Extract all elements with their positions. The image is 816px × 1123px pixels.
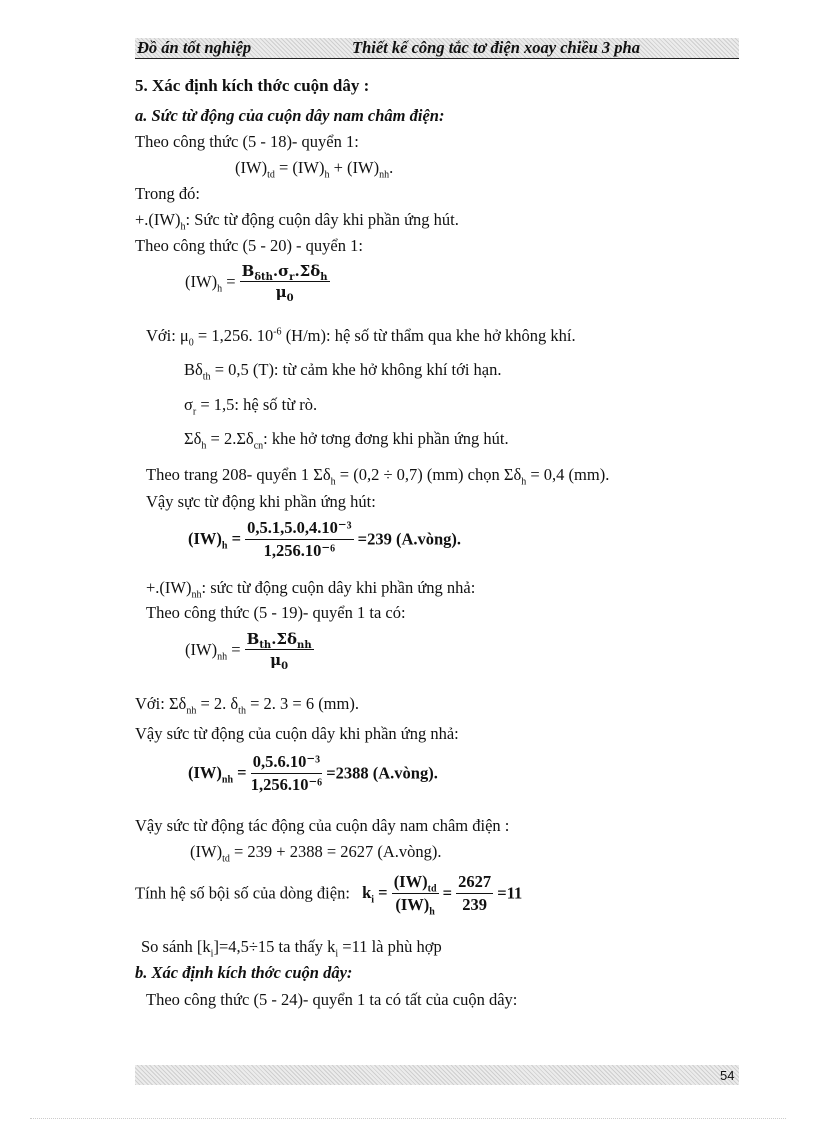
text-line: Trong đó: bbox=[135, 184, 200, 203]
text-line: Theo công thức (5 - 20) - quyển 1: bbox=[135, 236, 363, 255]
text-line: $+.(IW)_h$: Sức từ động cuộn dây khi phần ứng hút. bbox=[135, 210, 459, 233]
formula-iwh: $(IW)_h$ = $\frac{B_{\delta th}.\sigma_r.\Sigma\delta_h}{\mu_0}$ bbox=[185, 262, 328, 304]
formula-iwh-value: $(IW)_h$ = $\frac{\text{0,5.1,5.0,4.10⁻³}}{\text{1,256.10⁻⁶}}$ =239 (A.vòng). bbox=[188, 518, 462, 560]
subsection-a: a. Sức từ động của cuộn dây nam châm điện: bbox=[135, 106, 445, 125]
text-line: Với: $\Sigma\delta_{nh} = 2$. $\delta_{th} = 2$. 3 = 6 (mm). bbox=[135, 694, 359, 717]
bottom-divider bbox=[30, 1118, 786, 1119]
text-line: Theo trang 208- quyển 1 $\Sigma\delta_h = (0,2 \div 0,7)$ (mm) chọn $\Sigma\delta_h = 0,4$ (mm). bbox=[146, 465, 610, 488]
text-line: Vậy sức từ động tác động của cuộn dây nam châm điện : bbox=[135, 816, 510, 835]
text-line: Theo công thức (5 - 18)- quyển 1: bbox=[135, 132, 359, 151]
header-left: Đồ án tốt nghiệp bbox=[137, 38, 252, 57]
text-line: Theo công thức (5 - 19)- quyển 1 ta có: bbox=[146, 603, 406, 622]
text-line: So sánh $[k_i]=4,5\div 15$ ta thấy $k_i =11$ là phù hợp bbox=[141, 937, 442, 960]
text-line: $+.(IW)_{nh}$: sức từ động cuộn dây khi phần ứng nhả: bbox=[146, 578, 476, 601]
text-line: Theo công thức (5 - 24)- quyển 1 ta có tất của cuộn dây: bbox=[146, 990, 518, 1009]
text-line: Vậy sực từ động khi phần ứng hút: bbox=[146, 492, 376, 511]
page-number: 54 bbox=[720, 1068, 735, 1083]
text-line: $\Sigma\delta_h = 2.\Sigma\delta_{cn}$: khe hở tơng đơng khi phần ứng hút. bbox=[184, 429, 509, 452]
text-line: Với: $\mu_0 = 1,256$. $10^{-6}$ (H/m): hệ số từ thẩm qua khe hở không khí. bbox=[146, 326, 576, 349]
footer-band bbox=[135, 1065, 739, 1085]
formula-ki: Tính hệ số bội số của dòng điện: $k_i$ = $\frac{(IW)_{td}}{(IW)_h}$ = $\frac{2627}{239}$ =11 bbox=[135, 872, 523, 918]
text-line: Vậy sức từ động của cuộn dây khi phần ứng nhả: bbox=[135, 724, 459, 743]
subsection-b: b. Xác định kích thớc cuộn dây: bbox=[135, 963, 353, 982]
section-title: 5. Xác định kích thớc cuộn dây : bbox=[135, 76, 370, 95]
formula-sum: $(IW)_{td} = 239 + 2388 = 2627$ (A.vòng). bbox=[190, 842, 442, 865]
formula-iwnh: $(IW)_{nh}$ = $\frac{B_{th}.\Sigma\delta_{nh}}{\mu_0}$ bbox=[185, 630, 312, 672]
formula-iwnh-value: $(IW)_{nh}$ = $\frac{\text{0,5.6.10⁻³}}{\text{1,256.10⁻⁶}}$ =2388 (A.vòng). bbox=[188, 752, 438, 794]
header-right: Thiết kế công tắc tơ điện xoay chiều 3 pha bbox=[352, 38, 640, 57]
text-line: $B\delta_{th} = 0,5$ (T): từ cảm khe hở không khí tới hạn. bbox=[184, 360, 502, 383]
text-line: $\sigma_r = 1,5$: hệ số từ rò. bbox=[184, 395, 318, 418]
formula-total: $(IW)_{td} = (IW)_h + (IW)_{nh}$. bbox=[235, 158, 394, 181]
